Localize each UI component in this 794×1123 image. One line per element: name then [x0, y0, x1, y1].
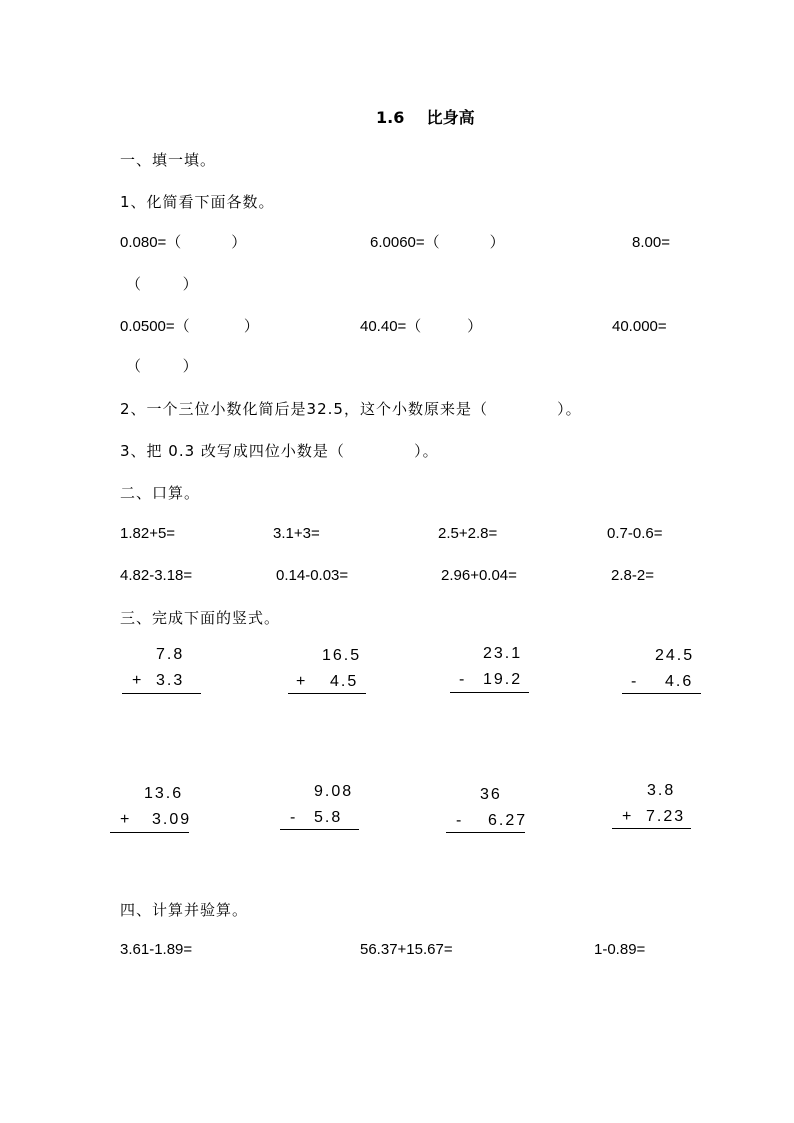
- vertical-2-top: 16.5: [322, 647, 362, 664]
- check-item-1: 3.61-1.89=: [120, 941, 193, 958]
- vertical-4-top: 24.5: [655, 647, 695, 664]
- vertical-3-line: [450, 692, 529, 693]
- question-1-text: 1、化简看下面各数。: [120, 193, 275, 211]
- section-2-heading: 二、口算。: [120, 484, 201, 502]
- vertical-7-bottom: 6.27: [488, 812, 528, 829]
- vertical-3-operator: -: [459, 671, 467, 688]
- vertical-3-bottom: 19.2: [483, 671, 523, 688]
- oral-item-3: 2.5+2.8=: [438, 525, 498, 542]
- simplify-item-2: 6.0060=（ ）: [370, 234, 505, 251]
- vertical-1-bottom: 3.3: [156, 672, 185, 689]
- page-title: 1.6 比身高: [376, 108, 475, 127]
- vertical-7-line: [446, 832, 525, 833]
- simplify-item-6-blank: （ ）: [126, 358, 198, 375]
- question-3-text: 3、把 0.3 改写成四位小数是（ ）。: [120, 442, 439, 460]
- oral-item-4: 0.7-0.6=: [607, 525, 663, 542]
- vertical-4-operator: -: [631, 673, 639, 690]
- vertical-1-line: [122, 693, 201, 694]
- section-3-heading: 三、完成下面的竖式。: [120, 609, 281, 627]
- vertical-8-operator: +: [622, 808, 634, 825]
- vertical-5-bottom: 3.09: [152, 811, 192, 828]
- vertical-2-line: [288, 693, 366, 694]
- vertical-5-line: [110, 832, 189, 833]
- simplify-item-6: 40.000=: [612, 318, 667, 335]
- oral-item-5: 4.82-3.18=: [120, 567, 193, 584]
- vertical-8-bottom: 7.23: [646, 808, 686, 825]
- vertical-5-operator: +: [120, 811, 132, 828]
- vertical-8-line: [612, 828, 691, 829]
- oral-item-8: 2.8-2=: [611, 567, 654, 584]
- vertical-6-operator: -: [290, 809, 298, 826]
- vertical-7-operator: -: [456, 812, 464, 829]
- vertical-6-line: [280, 829, 359, 830]
- simplify-item-3: 8.00=: [632, 234, 670, 251]
- vertical-7-top: 36: [480, 786, 502, 803]
- check-item-3: 1-0.89=: [594, 941, 646, 958]
- vertical-6-top: 9.08: [314, 783, 354, 800]
- vertical-4-bottom: 4.6: [665, 673, 694, 690]
- simplify-item-4: 0.0500=（ ）: [120, 318, 259, 335]
- question-2-text: 2、一个三位小数化简后是32.5，这个小数原来是（ ）。: [120, 400, 582, 418]
- section-1-heading: 一、填一填。: [120, 151, 217, 169]
- check-item-2: 56.37+15.67=: [360, 941, 453, 958]
- oral-item-6: 0.14-0.03=: [276, 567, 349, 584]
- simplify-item-5: 40.40=（ ）: [360, 318, 483, 335]
- section-4-heading: 四、计算并验算。: [120, 901, 249, 919]
- oral-item-7: 2.96+0.04=: [441, 567, 517, 584]
- simplify-item-3-blank: （ ）: [126, 276, 198, 293]
- oral-item-1: 1.82+5=: [120, 525, 176, 542]
- vertical-3-top: 23.1: [483, 645, 523, 662]
- vertical-2-operator: +: [296, 673, 308, 690]
- oral-item-2: 3.1+3=: [273, 525, 320, 542]
- vertical-4-line: [622, 693, 701, 694]
- vertical-1-operator: +: [132, 672, 144, 689]
- simplify-item-1: 0.080=（ ）: [120, 234, 247, 251]
- vertical-1-top: 7.8: [156, 646, 185, 663]
- vertical-6-bottom: 5.8: [314, 809, 343, 826]
- vertical-5-top: 13.6: [144, 785, 184, 802]
- vertical-2-bottom: 4.5: [330, 673, 359, 690]
- vertical-8-top: 3.8: [647, 782, 676, 799]
